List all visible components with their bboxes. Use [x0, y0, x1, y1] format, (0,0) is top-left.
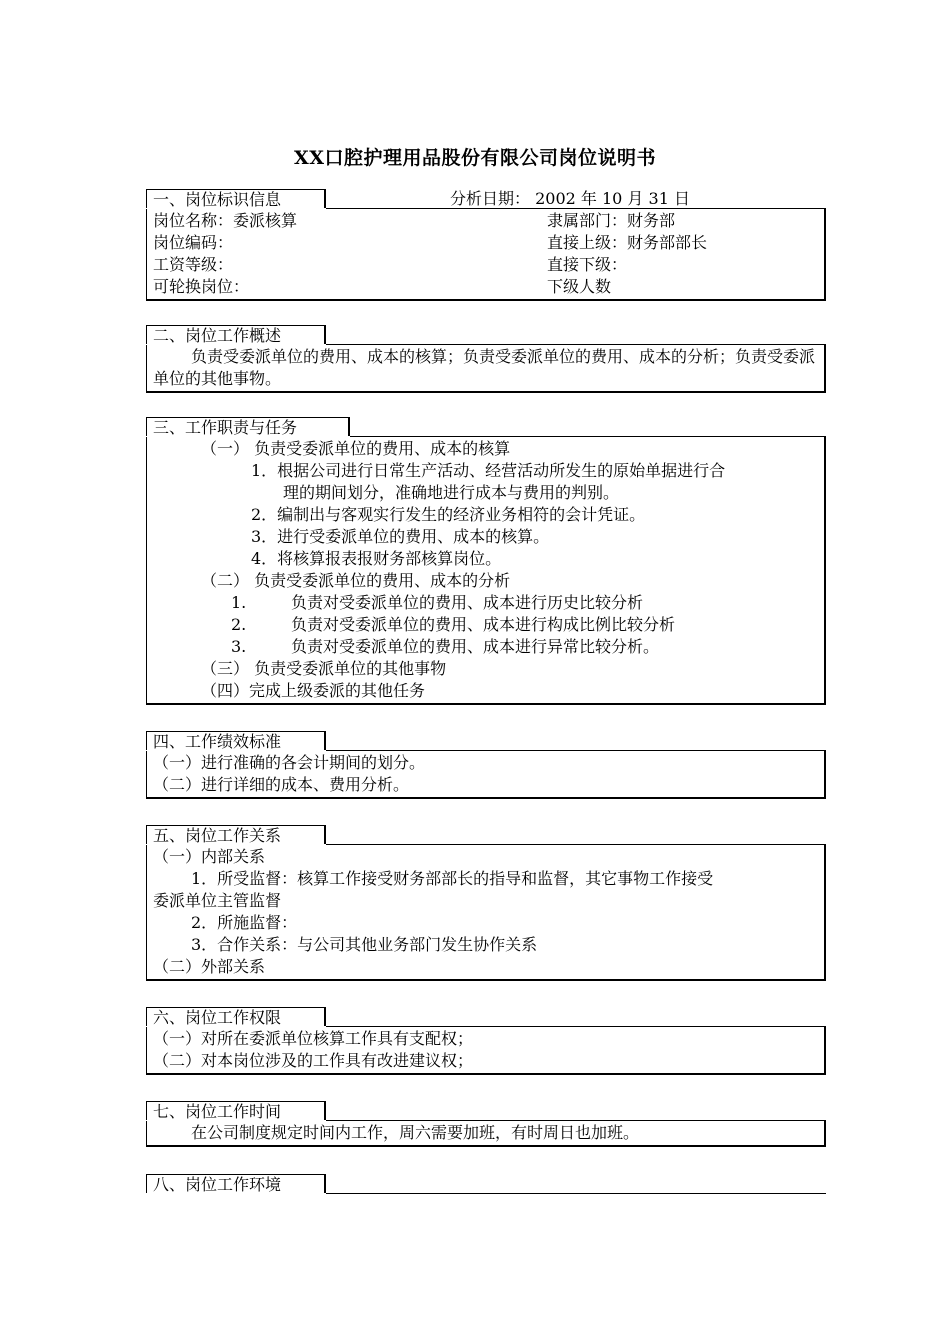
section-body	[146, 845, 826, 981]
subordinate-count: 下级人数	[547, 277, 612, 296]
item-number: 2.	[231, 615, 247, 634]
heading-rule	[326, 1026, 826, 1027]
section-header	[146, 417, 826, 437]
info-row	[153, 276, 824, 298]
relation-item: 1．所受监督：核算工作接受财务部部长的指导和监督，其它事物工作接受	[191, 869, 714, 888]
relation-item: 2．所施监督：	[191, 913, 298, 932]
item-text: 负责对受委派单位的费用、成本进行构成比例比较分析	[291, 615, 676, 634]
section-heading: 一、岗位标识信息	[146, 189, 326, 208]
standard-item: （二）进行详细的成本、费用分析。	[153, 775, 410, 794]
relation-item-continued: 委派单位主管监督	[153, 891, 282, 910]
section-header	[146, 1101, 826, 1121]
department: 隶属部门：财务部	[547, 211, 676, 230]
item-number: 1.	[231, 593, 247, 612]
section-body	[146, 1121, 826, 1147]
relation-heading: （一）内部关系	[153, 847, 266, 866]
heading-rule	[326, 1120, 826, 1121]
section-position-identification	[146, 189, 826, 301]
analysis-date: 分析日期： 2002 年 10 月 31 日	[450, 189, 690, 208]
section-work-relations	[146, 825, 826, 981]
relation-item: 3．合作关系：与公司其他业务部门发生协作关系	[191, 935, 538, 954]
duty-heading: （四）完成上级委派的其他任务	[201, 681, 426, 700]
section-body	[146, 209, 826, 301]
section-header	[146, 325, 826, 345]
section-heading: 六、岗位工作权限	[146, 1007, 326, 1026]
direct-subordinate: 直接下级：	[547, 255, 628, 274]
rotatable-position: 可轮换岗位：	[153, 277, 250, 296]
duty-item	[153, 614, 824, 636]
section-work-environment	[146, 1174, 826, 1194]
item-text: 负责对受委派单位的费用、成本进行历史比较分析	[291, 593, 644, 612]
document-title: XX口腔护理用品股份有限公司岗位说明书	[294, 147, 656, 169]
section-heading: 四、工作绩效标准	[146, 731, 326, 750]
section-job-overview	[146, 325, 826, 393]
duty-heading: （二） 负责受委派单位的费用、成本的分析	[201, 571, 511, 590]
section-work-time	[146, 1101, 826, 1147]
position-name: 岗位名称：委派核算	[153, 211, 298, 230]
duty-item: 2．编制出与客观实行发生的经济业务相符的会计凭证。	[251, 505, 646, 524]
work-time-text: 在公司制度规定时间内工作，周六需要加班，有时周日也加班。	[191, 1123, 640, 1142]
duty-item	[153, 592, 824, 614]
section-body	[146, 437, 826, 705]
info-row	[153, 254, 824, 276]
duty-heading: （一） 负责受委派单位的费用、成本的核算	[201, 439, 511, 458]
overview-text: 负责受委派单位的费用、成本的核算；负责受委派单位的费用、成本的分析；负责受委派单位的其他事物。	[153, 347, 816, 388]
section-authority	[146, 1007, 826, 1075]
section-responsibilities	[146, 417, 826, 705]
section-header	[146, 189, 826, 209]
section-header	[146, 1007, 826, 1027]
section-heading: 七、岗位工作时间	[146, 1101, 326, 1120]
section-body	[146, 1027, 826, 1075]
section-performance-standards	[146, 731, 826, 799]
heading-rule	[326, 750, 826, 751]
section-body	[146, 345, 826, 393]
section-heading: 二、岗位工作概述	[146, 325, 326, 344]
heading-rule	[350, 436, 826, 437]
heading-rule	[326, 1193, 826, 1194]
info-row	[153, 210, 824, 232]
duty-item: 3．进行受委派单位的费用、成本的核算。	[251, 527, 550, 546]
heading-rule	[326, 844, 826, 845]
salary-grade: 工资等级：	[153, 255, 234, 274]
direct-superior: 直接上级：财务部部长	[547, 233, 708, 252]
duty-item: 1．根据公司进行日常生产活动、经营活动所发生的原始单据进行合	[251, 461, 726, 480]
duty-item: 4．将核算报表报财务部核算岗位。	[251, 549, 502, 568]
section-header	[146, 1174, 826, 1194]
authority-item: （二）对本岗位涉及的工作具有改进建议权；	[153, 1051, 474, 1070]
section-header	[146, 731, 826, 751]
section-heading: 八、岗位工作环境	[146, 1174, 326, 1193]
info-row	[153, 232, 824, 254]
relation-heading: （二）外部关系	[153, 957, 266, 976]
duty-item-continued: 理的期间划分，准确地进行成本与费用的判别。	[283, 483, 620, 502]
heading-rule	[326, 344, 826, 345]
item-text: 负责对受委派单位的费用、成本进行异常比较分析。	[291, 637, 660, 656]
section-heading: 五、岗位工作关系	[146, 825, 326, 844]
position-code: 岗位编码：	[153, 233, 234, 252]
section-header	[146, 825, 826, 845]
section-body	[146, 751, 826, 799]
authority-item: （一）对所在委派单位核算工作具有支配权；	[153, 1029, 474, 1048]
duty-heading: （三） 负责受委派单位的其他事物	[201, 659, 447, 678]
standard-item: （一）进行准确的各会计期间的划分。	[153, 753, 426, 772]
section-heading: 三、工作职责与任务	[146, 417, 350, 436]
duty-item	[153, 636, 824, 658]
item-number: 3.	[231, 637, 247, 656]
